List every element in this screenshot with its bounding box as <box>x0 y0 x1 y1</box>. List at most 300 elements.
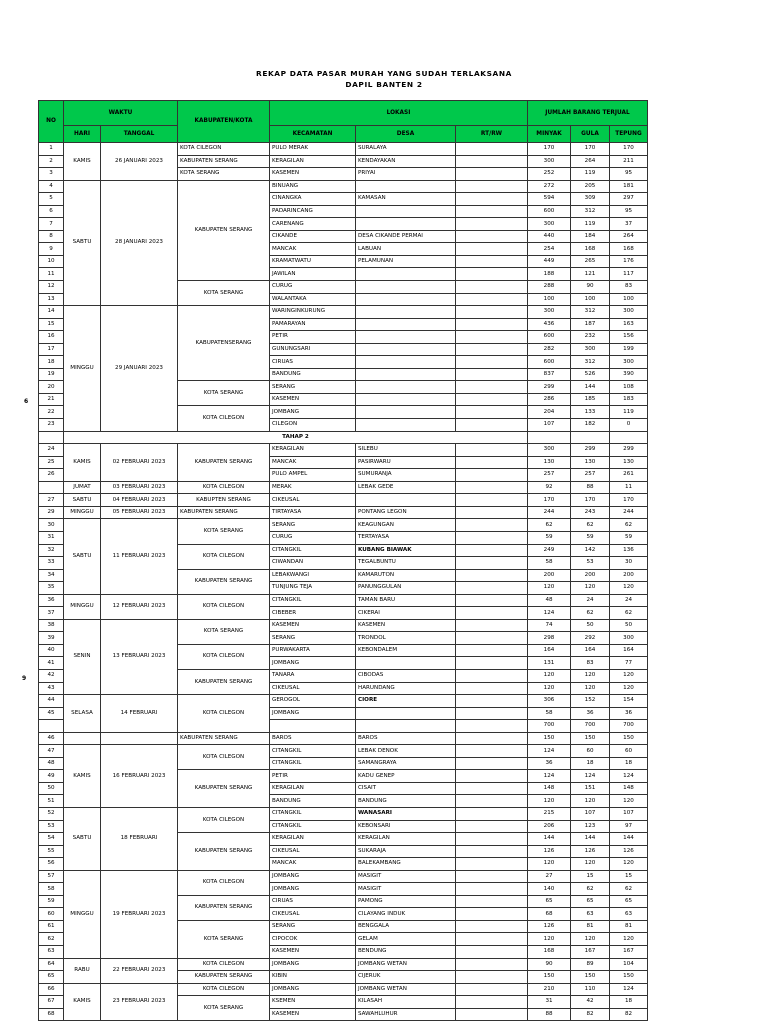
row-no: 37 <box>39 607 64 620</box>
rtrw-cell <box>456 770 528 783</box>
gula-cell: 18 <box>571 757 610 770</box>
tepung-cell: 117 <box>610 268 648 281</box>
row-no: 36 <box>39 594 64 607</box>
kecamatan-cell: JOMBANG <box>270 883 356 896</box>
gula-cell: 264 <box>571 155 610 168</box>
gula-cell: 152 <box>571 695 610 708</box>
tepung-cell: 124 <box>610 983 648 996</box>
tepung-cell: 119 <box>610 406 648 419</box>
minyak-cell: 88 <box>528 1008 571 1021</box>
row-no: 46 <box>39 732 64 745</box>
desa-cell <box>356 331 456 344</box>
row-no: 29 <box>39 506 64 519</box>
gula-cell: 205 <box>571 180 610 193</box>
gula-cell: 50 <box>571 619 610 632</box>
desa-cell <box>356 381 456 394</box>
table-row <box>39 444 648 457</box>
tepung-cell: 95 <box>610 205 648 218</box>
minyak-cell: 48 <box>528 594 571 607</box>
rtrw-cell <box>456 356 528 369</box>
rtrw-cell <box>456 168 528 181</box>
kecamatan-cell: SERANG <box>270 632 356 645</box>
row-no: 23 <box>39 419 64 432</box>
gula-cell: 120 <box>571 795 610 808</box>
kecamatan-cell: CURUG <box>270 531 356 544</box>
minyak-cell: 62 <box>528 519 571 532</box>
tepung-cell: 100 <box>610 293 648 306</box>
minyak-cell: 126 <box>528 920 571 933</box>
kecamatan-cell: KERAGILAN <box>270 833 356 846</box>
tepung-cell: 130 <box>610 456 648 469</box>
tepung-cell: 300 <box>610 356 648 369</box>
desa-cell <box>356 318 456 331</box>
tepung-cell: 0 <box>610 419 648 432</box>
minyak-cell: 170 <box>528 494 571 507</box>
kecamatan-cell: GUNUNGSARI <box>270 343 356 356</box>
rtrw-cell <box>456 381 528 394</box>
minyak-cell: 164 <box>528 644 571 657</box>
row-no: 4 <box>39 180 64 193</box>
desa-cell: BENDUNG <box>356 946 456 959</box>
minyak-cell: 272 <box>528 180 571 193</box>
desa-cell: BANDUNG <box>356 795 456 808</box>
desa-cell: BAROS <box>356 732 456 745</box>
tepung-cell: 11 <box>610 481 648 494</box>
tahap-row <box>39 431 648 444</box>
row-no <box>39 720 64 733</box>
minyak-cell: 150 <box>528 732 571 745</box>
gula-cell: 100 <box>571 293 610 306</box>
row-no: 54 <box>39 833 64 846</box>
kabupaten-cell: KABUPATEN SERANG <box>178 506 270 519</box>
kabupaten-cell: KABUPATEN SERANG <box>178 444 270 482</box>
tanggal-cell: 26 JANUARI 2023 <box>101 143 178 181</box>
tepung-cell: 154 <box>610 695 648 708</box>
desa-cell: SAMANGRAYA <box>356 757 456 770</box>
header-minyak: MINYAK <box>528 126 571 143</box>
minyak-cell: 31 <box>528 996 571 1009</box>
kecamatan-cell: KASEMEN <box>270 393 356 406</box>
hari-cell: MINGGU <box>64 594 101 619</box>
tepung-cell: 136 <box>610 544 648 557</box>
row-no: 30 <box>39 519 64 532</box>
rtrw-cell <box>456 331 528 344</box>
tanggal-cell: 16 FEBRUARI 2023 <box>101 745 178 808</box>
row-no: 60 <box>39 908 64 921</box>
gula-cell: 60 <box>571 745 610 758</box>
tanggal-cell: 14 FEBRUARI <box>101 695 178 733</box>
tepung-cell: 63 <box>610 908 648 921</box>
row-no: 24 <box>39 444 64 457</box>
gula-cell: 168 <box>571 243 610 256</box>
minyak-cell: 100 <box>528 293 571 306</box>
kecamatan-cell: GEROGOL <box>270 695 356 708</box>
gula-cell: 300 <box>571 343 610 356</box>
hari-cell: MINGGU <box>64 306 101 431</box>
rtrw-cell <box>456 958 528 971</box>
row-no: 13 <box>39 293 64 306</box>
rtrw-cell <box>456 644 528 657</box>
minyak-cell: 837 <box>528 368 571 381</box>
kecamatan-cell: MERAK <box>270 481 356 494</box>
row-no: 61 <box>39 920 64 933</box>
tepung-cell: 120 <box>610 795 648 808</box>
desa-cell: CILAYANG INDUK <box>356 908 456 921</box>
rtrw-cell <box>456 757 528 770</box>
gula-cell: 312 <box>571 205 610 218</box>
kabupaten-cell: KOTA CILEGON <box>178 958 270 971</box>
desa-cell: LEBAK DENOK <box>356 745 456 758</box>
desa-cell: KEAGUNGAN <box>356 519 456 532</box>
row-no: 10 <box>39 255 64 268</box>
rtrw-cell <box>456 544 528 557</box>
minyak-cell: 300 <box>528 218 571 231</box>
row-no: 16 <box>39 331 64 344</box>
minyak-cell: 27 <box>528 870 571 883</box>
gula-cell: 107 <box>571 807 610 820</box>
kecamatan-cell: PETIR <box>270 770 356 783</box>
kecamatan-cell: MANCAK <box>270 456 356 469</box>
rekap-table <box>38 100 648 1021</box>
kecamatan-cell: KERAGILAN <box>270 782 356 795</box>
tepung-cell: 300 <box>610 632 648 645</box>
gula-cell: 265 <box>571 255 610 268</box>
table-body <box>39 143 648 1021</box>
gula-cell: 120 <box>571 582 610 595</box>
rtrw-cell <box>456 318 528 331</box>
minyak-cell: 120 <box>528 858 571 871</box>
row-no: 17 <box>39 343 64 356</box>
side-mark: 6 <box>24 398 29 405</box>
kabupaten-cell: KOTA SERANG <box>178 920 270 958</box>
row-no: 26 <box>39 469 64 482</box>
kabupaten-cell: KABUPATEN SERANG <box>178 971 270 984</box>
row-no <box>39 481 64 494</box>
rtrw-cell <box>456 469 528 482</box>
row-no: 49 <box>39 770 64 783</box>
hari-cell: MINGGU <box>64 870 101 958</box>
rtrw-cell <box>456 720 528 733</box>
kecamatan-cell: KASEMEN <box>270 619 356 632</box>
gula-cell: 200 <box>571 569 610 582</box>
minyak-cell: 124 <box>528 607 571 620</box>
hari-cell: SELASA <box>64 695 101 733</box>
kecamatan-cell: CITANGKIL <box>270 757 356 770</box>
tepung-cell: 390 <box>610 368 648 381</box>
row-no: 8 <box>39 230 64 243</box>
tepung-cell: 150 <box>610 971 648 984</box>
table-row <box>39 732 648 745</box>
minyak-cell: 249 <box>528 544 571 557</box>
tanggal-cell: 13 FEBRUARI 2023 <box>101 619 178 694</box>
rtrw-cell <box>456 293 528 306</box>
rtrw-cell <box>456 481 528 494</box>
tepung-cell: 148 <box>610 782 648 795</box>
gula-cell: 88 <box>571 481 610 494</box>
kecamatan-cell: CURUG <box>270 281 356 294</box>
row-no: 14 <box>39 306 64 319</box>
gula-cell: 312 <box>571 306 610 319</box>
table-row <box>39 494 648 507</box>
gula-cell: 62 <box>571 607 610 620</box>
minyak-cell: 188 <box>528 268 571 281</box>
gula-cell: 121 <box>571 268 610 281</box>
desa-cell <box>356 406 456 419</box>
table-row <box>39 519 648 532</box>
kecamatan-cell: CITANGKIL <box>270 594 356 607</box>
rtrw-cell <box>456 569 528 582</box>
tepung-cell: 83 <box>610 281 648 294</box>
minyak-cell: 282 <box>528 343 571 356</box>
kecamatan-cell: PETIR <box>270 331 356 344</box>
desa-cell: JOMBANG WETAN <box>356 983 456 996</box>
row-no: 32 <box>39 544 64 557</box>
tepung-cell: 36 <box>610 707 648 720</box>
row-no: 21 <box>39 393 64 406</box>
kecamatan-cell: CIRUAS <box>270 356 356 369</box>
gula-cell: 81 <box>571 920 610 933</box>
kecamatan-cell: KASEMEN <box>270 168 356 181</box>
minyak-cell: 131 <box>528 657 571 670</box>
table-row <box>39 481 648 494</box>
desa-cell: CIORE <box>356 695 456 708</box>
header-kabupaten: KABUPATEN/KOTA <box>178 101 270 143</box>
hari-cell: KAMIS <box>64 143 101 181</box>
desa-cell: SAWAHLUHUR <box>356 1008 456 1021</box>
kabupaten-cell: KABUPATEN SERANG <box>178 833 270 871</box>
minyak-cell: 299 <box>528 381 571 394</box>
desa-cell: TEGALBUNTU <box>356 557 456 570</box>
header-gula: GULA <box>571 126 610 143</box>
desa-cell <box>356 657 456 670</box>
minyak-cell: 700 <box>528 720 571 733</box>
desa-cell: HARUNDANG <box>356 682 456 695</box>
gula-cell: 110 <box>571 983 610 996</box>
rtrw-cell <box>456 971 528 984</box>
rtrw-cell <box>456 343 528 356</box>
row-no: 59 <box>39 895 64 908</box>
gula-cell: 65 <box>571 895 610 908</box>
tepung-cell: 199 <box>610 343 648 356</box>
kecamatan-cell: SERANG <box>270 920 356 933</box>
hari-cell <box>64 732 101 745</box>
gula-cell: 243 <box>571 506 610 519</box>
desa-cell: KEBONSARI <box>356 820 456 833</box>
tepung-cell: 120 <box>610 582 648 595</box>
rtrw-cell <box>456 833 528 846</box>
tepung-cell: 50 <box>610 619 648 632</box>
kecamatan-cell: CIKEUSAL <box>270 908 356 921</box>
minyak-cell: 58 <box>528 707 571 720</box>
gula-cell: 292 <box>571 632 610 645</box>
rtrw-cell <box>456 281 528 294</box>
tepung-cell: 18 <box>610 996 648 1009</box>
table-row <box>39 958 648 971</box>
rtrw-cell <box>456 732 528 745</box>
header-hari: HARI <box>64 126 101 143</box>
gula-cell: 63 <box>571 908 610 921</box>
minyak-cell: 120 <box>528 669 571 682</box>
header-tepung: TEPUNG <box>610 126 648 143</box>
rtrw-cell <box>456 607 528 620</box>
rtrw-cell <box>456 895 528 908</box>
tepung-cell: 244 <box>610 506 648 519</box>
row-no: 43 <box>39 682 64 695</box>
hari-cell: KAMIS <box>64 745 101 808</box>
tepung-cell: 107 <box>610 807 648 820</box>
tepung-cell: 30 <box>610 557 648 570</box>
tanggal-cell: 29 JANUARI 2023 <box>101 306 178 431</box>
gula-cell: 119 <box>571 218 610 231</box>
table-row <box>39 506 648 519</box>
tepung-cell: 62 <box>610 519 648 532</box>
desa-cell <box>356 218 456 231</box>
minyak-cell: 300 <box>528 444 571 457</box>
row-no: 47 <box>39 745 64 758</box>
tepung-cell: 156 <box>610 331 648 344</box>
desa-cell: MASIGIT <box>356 883 456 896</box>
rtrw-cell <box>456 218 528 231</box>
desa-cell: CIKERAI <box>356 607 456 620</box>
kecamatan-cell: CITANGKIL <box>270 820 356 833</box>
minyak-cell: 286 <box>528 393 571 406</box>
row-no: 22 <box>39 406 64 419</box>
kecamatan-cell: PADARINCANG <box>270 205 356 218</box>
rtrw-cell <box>456 444 528 457</box>
kabupaten-cell: KOTA CILEGON <box>178 983 270 996</box>
minyak-cell: 600 <box>528 356 571 369</box>
minyak-cell: 36 <box>528 757 571 770</box>
table-row <box>39 619 648 632</box>
rtrw-cell <box>456 669 528 682</box>
desa-cell: KENDAYAKAN <box>356 155 456 168</box>
row-no: 48 <box>39 757 64 770</box>
rtrw-cell <box>456 494 528 507</box>
header-waktu: WAKTU <box>64 101 178 126</box>
row-no: 33 <box>39 557 64 570</box>
gula-cell: 36 <box>571 707 610 720</box>
rtrw-cell <box>456 657 528 670</box>
desa-cell: DESA CIKANDE PERMAI <box>356 230 456 243</box>
row-no: 20 <box>39 381 64 394</box>
gula-cell: 151 <box>571 782 610 795</box>
tanggal-cell: 12 FEBRUARI 2023 <box>101 594 178 619</box>
table-row <box>39 143 648 156</box>
gula-cell: 150 <box>571 971 610 984</box>
desa-cell <box>356 293 456 306</box>
gula-cell: 124 <box>571 770 610 783</box>
tepung-cell: 176 <box>610 255 648 268</box>
gula-cell: 120 <box>571 669 610 682</box>
kabupaten-cell: KOTA SERANG <box>178 519 270 544</box>
row-no: 12 <box>39 281 64 294</box>
rtrw-cell <box>456 782 528 795</box>
rtrw-cell <box>456 268 528 281</box>
desa-cell: LEBAK GEDE <box>356 481 456 494</box>
gula-cell: 144 <box>571 381 610 394</box>
rtrw-cell <box>456 557 528 570</box>
tepung-cell: 700 <box>610 720 648 733</box>
tanggal-cell: 04 FEBRUARI 2023 <box>101 494 178 507</box>
kecamatan-cell: JOMBANG <box>270 707 356 720</box>
kabupaten-cell: KABUPATEN SERANG <box>178 569 270 594</box>
desa-cell: CIBODAS <box>356 669 456 682</box>
kecamatan-cell: JAWILAN <box>270 268 356 281</box>
kecamatan-cell <box>270 720 356 733</box>
desa-cell: GELAM <box>356 933 456 946</box>
row-no: 35 <box>39 582 64 595</box>
desa-cell: LABUAN <box>356 243 456 256</box>
desa-cell: TERTAYASA <box>356 531 456 544</box>
tepung-cell: 62 <box>610 607 648 620</box>
kecamatan-cell: CITANGKIL <box>270 807 356 820</box>
desa-cell: PONTANG LEGON <box>356 506 456 519</box>
document-subtitle: DAPIL BANTEN 2 <box>345 80 423 89</box>
kecamatan-cell: SERANG <box>270 519 356 532</box>
tepung-cell: 37 <box>610 218 648 231</box>
rtrw-cell <box>456 368 528 381</box>
row-no: 62 <box>39 933 64 946</box>
rtrw-cell <box>456 205 528 218</box>
kecamatan-cell: PULO MERAK <box>270 143 356 156</box>
desa-cell: SURALAYA <box>356 143 456 156</box>
gula-cell: 170 <box>571 143 610 156</box>
minyak-cell: 120 <box>528 682 571 695</box>
rtrw-cell <box>456 155 528 168</box>
desa-cell: KILASAH <box>356 996 456 1009</box>
kabupaten-cell: KOTA CILEGON <box>178 644 270 669</box>
table-row <box>39 180 648 193</box>
row-no: 11 <box>39 268 64 281</box>
tanggal-cell: 28 JANUARI 2023 <box>101 180 178 305</box>
tepung-cell: 183 <box>610 393 648 406</box>
gula-cell: 42 <box>571 996 610 1009</box>
gula-cell: 170 <box>571 494 610 507</box>
tahap-spacer <box>571 431 610 444</box>
kecamatan-cell: KASEMEN <box>270 946 356 959</box>
header-desa: DESA <box>356 126 456 143</box>
tepung-cell: 120 <box>610 933 648 946</box>
kecamatan-cell: CIWANDAN <box>270 557 356 570</box>
kecamatan-cell: KASEMEN <box>270 1008 356 1021</box>
minyak-cell: 65 <box>528 895 571 908</box>
gula-cell: 232 <box>571 331 610 344</box>
kabupaten-cell: KOTA SERANG <box>178 619 270 644</box>
tepung-cell: 164 <box>610 644 648 657</box>
rtrw-cell <box>456 858 528 871</box>
minyak-cell: 126 <box>528 845 571 858</box>
tepung-cell: 181 <box>610 180 648 193</box>
minyak-cell: 58 <box>528 557 571 570</box>
gula-cell: 83 <box>571 657 610 670</box>
tepung-cell: 104 <box>610 958 648 971</box>
row-no: 2 <box>39 155 64 168</box>
gula-cell: 182 <box>571 419 610 432</box>
rtrw-cell <box>456 883 528 896</box>
rtrw-cell <box>456 707 528 720</box>
desa-cell <box>356 281 456 294</box>
hari-cell: RABU <box>64 958 101 983</box>
kecamatan-cell: CIKANDE <box>270 230 356 243</box>
rtrw-cell <box>456 908 528 921</box>
header-tanggal: TANGGAL <box>101 126 178 143</box>
tanggal-cell: 02 FEBRUARI 2023 <box>101 444 178 482</box>
tepung-cell: 59 <box>610 531 648 544</box>
kabupaten-cell: KOTA CILEGON <box>178 807 270 832</box>
tepung-cell: 77 <box>610 657 648 670</box>
table-row <box>39 807 648 820</box>
minyak-cell: 140 <box>528 883 571 896</box>
